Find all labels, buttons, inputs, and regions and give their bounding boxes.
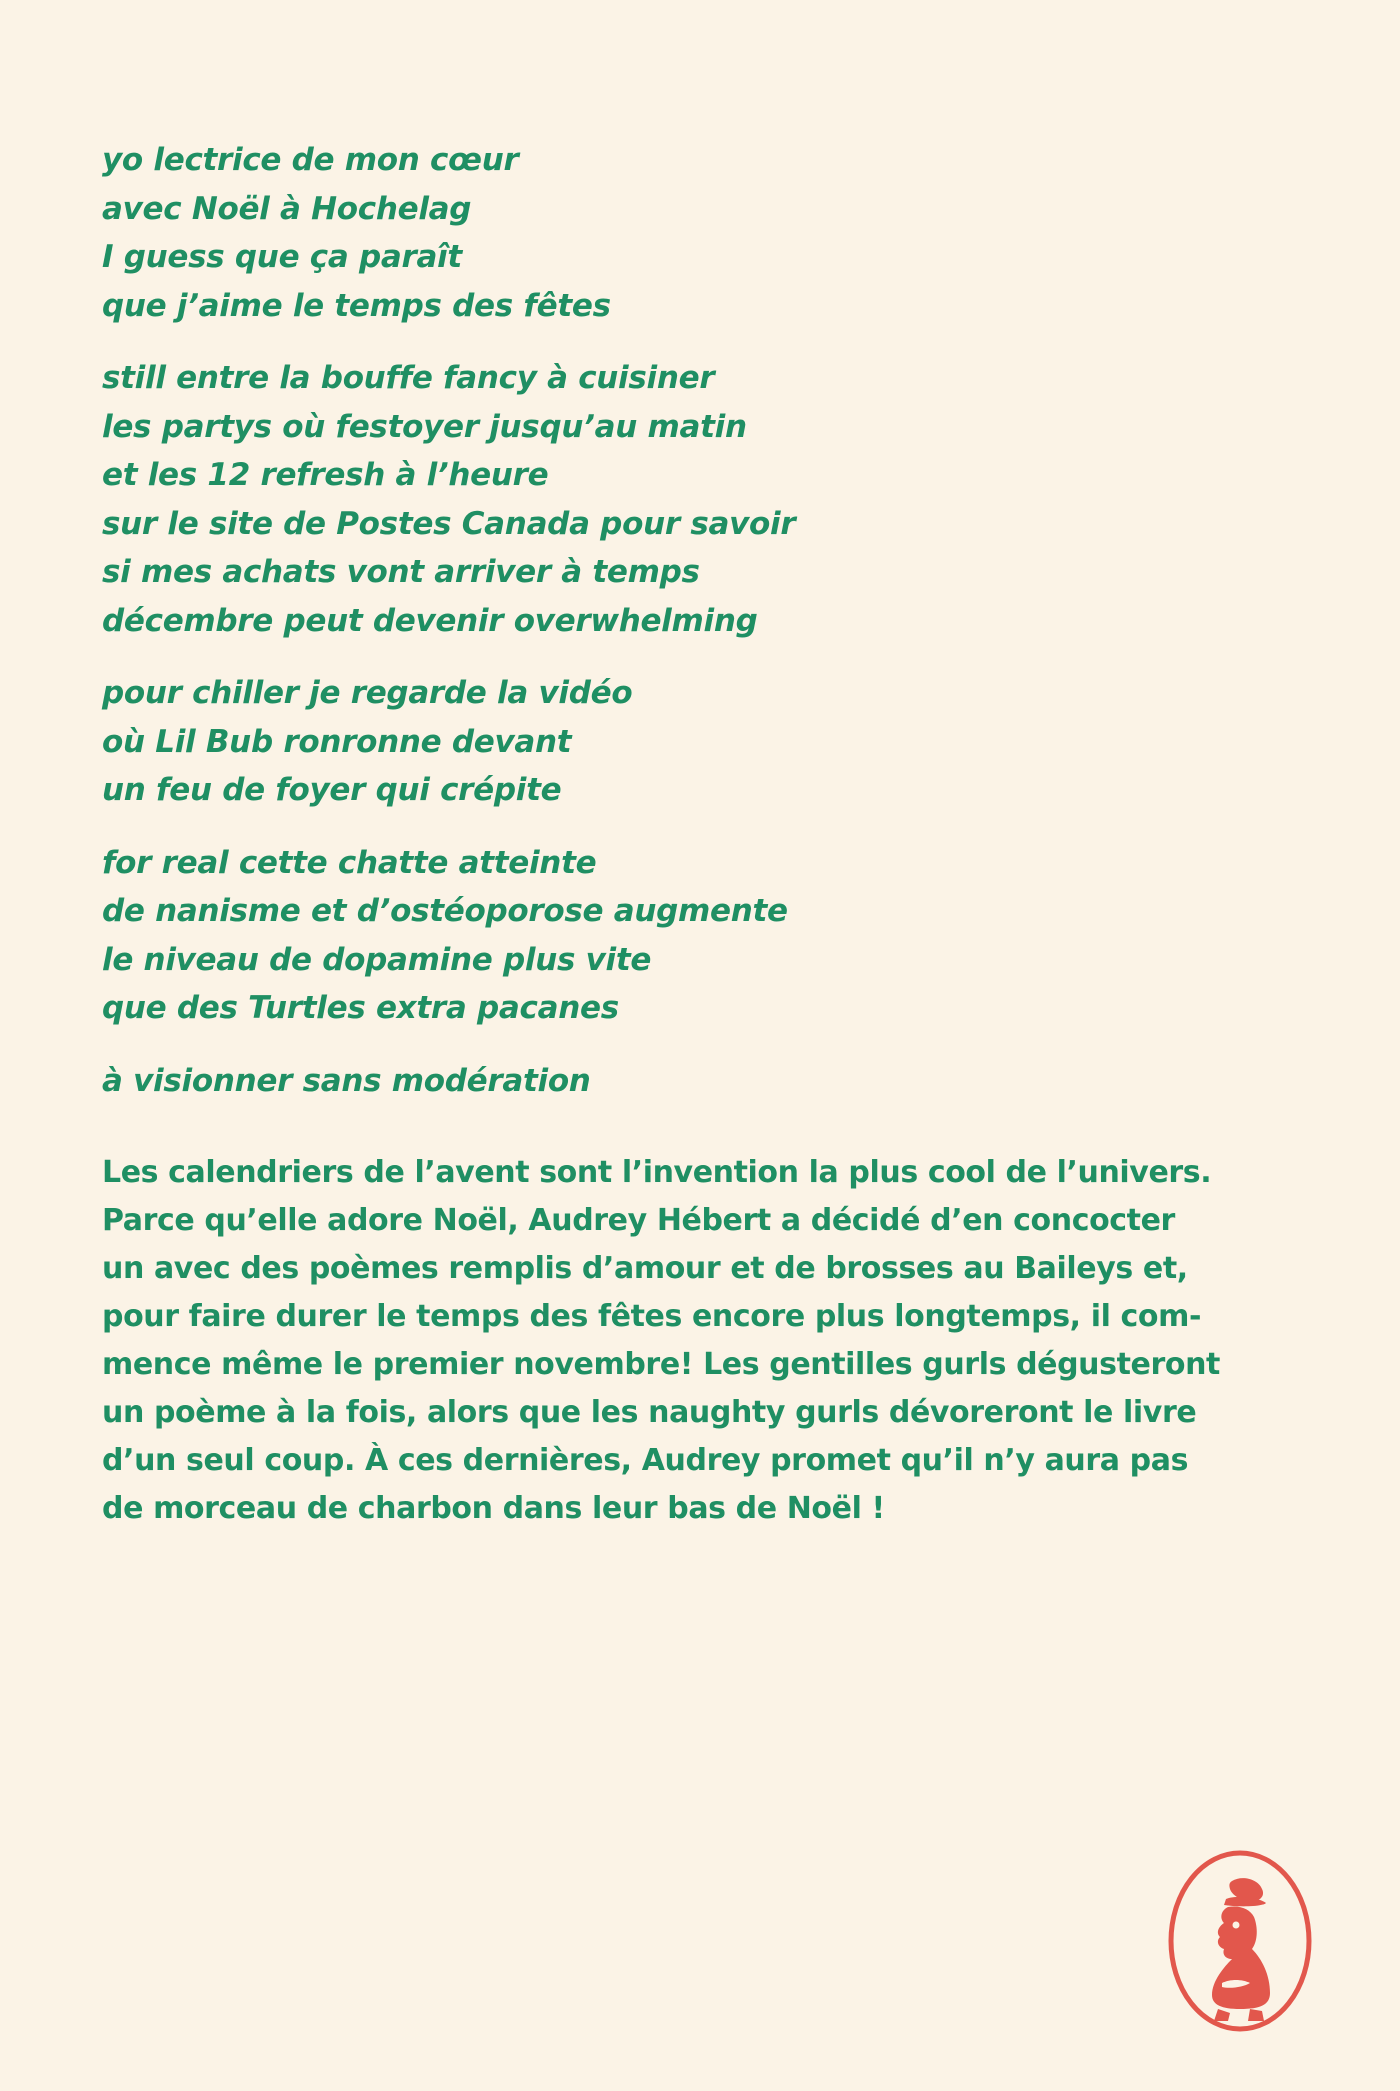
poem-stanza-3 [102, 669, 1302, 815]
blurb-line: Parce qu’elle adore Noël, Audrey Hébert a décidé d’en concocter [102, 1203, 1175, 1238]
poem-line: avec Noël à Hochelag [102, 190, 472, 227]
back-cover-blurb [102, 1149, 1302, 1533]
poem-line: où Lil Bub ronronne devant [102, 723, 572, 760]
poem-line: les partys où festoyer jusqu’au matin [102, 408, 747, 445]
poem-line: décembre peut devenir overwhelming [102, 602, 758, 639]
poem-line: for real cette chatte atteinte [102, 844, 597, 881]
poem-line: que des Turtles extra pacanes [102, 990, 619, 1026]
poem-line: yo lectrice de mon cœur [102, 142, 519, 178]
blurb-line: de morceau de charbon dans leur bas de Noël ! [102, 1491, 885, 1526]
poem-stanza-4 [102, 839, 1302, 1033]
blurb-line: un avec des poèmes remplis d’amour et de brosses au Baileys et, [102, 1251, 1188, 1286]
poem-line: que j’aime le temps des fêtes [102, 287, 611, 324]
blurb-line: mence même le premier novembre! Les gentilles gurls dégusteront [102, 1347, 1220, 1382]
blurb-line: un poème à la fois, alors que les naughty gurls dévoreront le livre [102, 1395, 1197, 1430]
poem-line: I guess que ça paraît [102, 239, 462, 275]
poem-line: le niveau de dopamine plus vite [102, 941, 652, 978]
publisher-logo-icon [1166, 1849, 1314, 2033]
poem-line: de nanisme et d’ostéoporose augmente [102, 893, 788, 929]
blurb-line: d’un seul coup. À ces dernières, Audrey promet qu’il n’y aura pas [102, 1443, 1189, 1478]
poem-stanza-2 [102, 354, 1302, 645]
poem-stanza-1 [102, 136, 1302, 330]
poem-line: à visionner sans modération [102, 1062, 591, 1099]
poem-line: si mes achats vont arriver à temps [102, 554, 700, 590]
poem-line: et les 12 refresh à l’heure [102, 457, 549, 493]
poem-line: still entre la bouffe fancy à cuisiner [102, 360, 715, 396]
poem [102, 136, 1302, 1129]
blurb-line: pour faire durer le temps des fêtes encore plus longtemps, il com- [102, 1299, 1202, 1334]
blurb-line: Les calendriers de l’avent sont l’invention la plus cool de l’univers. [102, 1155, 1212, 1190]
poem-line: un feu de foyer qui crépite [102, 772, 562, 808]
poem-line: pour chiller je regarde la vidéo [102, 675, 633, 711]
poem-stanza-5 [102, 1057, 1302, 1106]
poem-line: sur le site de Postes Canada pour savoir [102, 505, 796, 542]
